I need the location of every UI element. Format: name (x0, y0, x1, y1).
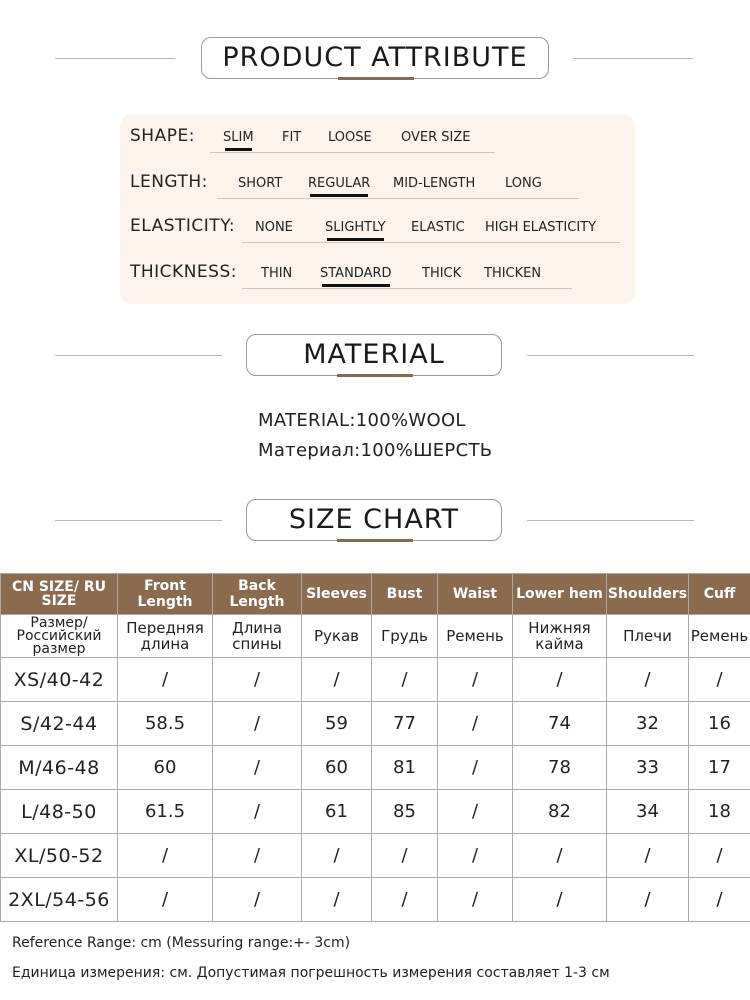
material-title-box (246, 334, 502, 376)
attribute-option: THIN (261, 266, 293, 281)
attribute-option: MID-LENGTH (393, 176, 476, 191)
table-row (1, 702, 750, 746)
material-english: MATERIAL:100%WOOL (258, 410, 466, 431)
size-chart-title: SIZE CHART (288, 504, 460, 535)
column-header-russian: Нижняя кайма (513, 615, 607, 658)
table-cell: 61 (302, 790, 372, 834)
attribute-underline (210, 152, 495, 153)
table-cell: / (438, 746, 513, 790)
table-cell: / (302, 834, 372, 878)
column-header-russian: Размер/ Российский размер (1, 615, 118, 658)
table-cell: / (438, 834, 513, 878)
table-cell: 59 (302, 702, 372, 746)
table-cell: 77 (372, 702, 438, 746)
table-cell: / (607, 658, 689, 702)
attribute-row-length (120, 164, 635, 204)
attribute-option: NONE (255, 220, 293, 235)
attribute-title-accent (338, 77, 414, 80)
attribute-label: LENGTH: (130, 172, 208, 192)
table-cell: / (438, 702, 513, 746)
column-header-russian: Плечи (607, 615, 689, 658)
attribute-option-selected: SLIM (223, 130, 254, 145)
attribute-option: HIGH ELASTICITY (485, 220, 597, 235)
attribute-title-box (201, 37, 549, 79)
size-label-cell: S/42-44 (1, 702, 118, 746)
column-header: CN SIZE/ RU SIZE (1, 574, 118, 615)
table-cell: / (213, 878, 302, 922)
table-cell: / (213, 746, 302, 790)
table-header-row-english (1, 574, 750, 615)
table-cell: 32 (607, 702, 689, 746)
table-header-row-russian (1, 615, 750, 658)
column-header-russian: Рукав (302, 615, 372, 658)
column-header: Front Length (118, 574, 213, 615)
table-cell: / (438, 878, 513, 922)
table-cell: 82 (513, 790, 607, 834)
table-cell: / (513, 658, 607, 702)
table-cell: 16 (689, 702, 750, 746)
table-cell: / (213, 834, 302, 878)
attribute-option: OVER SIZE (401, 130, 471, 145)
table-cell: 60 (302, 746, 372, 790)
attribute-option: THICK (422, 266, 462, 281)
size-label-cell: 2XL/54-56 (1, 878, 118, 922)
material-title: MATERIAL (303, 339, 445, 370)
size-label-cell: XL/50-52 (1, 834, 118, 878)
attribute-row-shape (120, 118, 635, 158)
size-chart-title-accent (337, 539, 413, 542)
column-header-russian: Длина спины (213, 615, 302, 658)
table-cell: / (372, 834, 438, 878)
attribute-label: SHAPE: (130, 126, 195, 146)
attribute-row-elasticity (120, 208, 635, 248)
table-cell: 61.5 (118, 790, 213, 834)
table-cell: 34 (607, 790, 689, 834)
table-cell: / (213, 702, 302, 746)
column-header-russian: Ремень (438, 615, 513, 658)
attribute-option-selected: SLIGHTLY (325, 220, 386, 235)
column-header: Lower hem (513, 574, 607, 615)
column-header: Shoulders (607, 574, 689, 615)
column-header: Waist (438, 574, 513, 615)
table-cell: / (213, 790, 302, 834)
table-cell: / (302, 878, 372, 922)
table-cell: 78 (513, 746, 607, 790)
table-cell: 81 (372, 746, 438, 790)
attribute-option: ELASTIC (411, 220, 465, 235)
column-header-russian: Грудь (372, 615, 438, 658)
table-cell: 58.5 (118, 702, 213, 746)
table-cell: / (513, 878, 607, 922)
size-label-cell: XS/40-42 (1, 658, 118, 702)
table-row (1, 746, 750, 790)
attribute-title: PRODUCT ATTRIBUTE (222, 42, 528, 73)
measurement-note-russian: Единица измерения: см. Допустимая погрешность измерения составляет 1-3 см (12, 965, 610, 981)
table-cell: 74 (513, 702, 607, 746)
column-header-russian: Передняя длина (118, 615, 213, 658)
table-cell: / (118, 834, 213, 878)
table-cell: / (118, 878, 213, 922)
attribute-option: LOOSE (328, 130, 372, 145)
table-cell: / (689, 878, 750, 922)
table-cell: 18 (689, 790, 750, 834)
size-chart-divider-right (527, 520, 694, 521)
attribute-underline (242, 242, 620, 243)
table-cell: / (689, 658, 750, 702)
attribute-divider-left (55, 58, 175, 59)
material-title-accent (337, 374, 413, 377)
size-chart-table (0, 573, 750, 922)
table-cell: / (607, 878, 689, 922)
material-divider-right (527, 355, 694, 356)
size-label-cell: L/48-50 (1, 790, 118, 834)
attribute-row-thickness (120, 254, 635, 294)
size-label-cell: M/46-48 (1, 746, 118, 790)
table-cell: 33 (607, 746, 689, 790)
attribute-label: THICKNESS: (130, 262, 237, 282)
attribute-divider-right (573, 58, 693, 59)
table-cell: / (607, 834, 689, 878)
table-row (1, 878, 750, 922)
attribute-option-selected: REGULAR (308, 176, 371, 191)
reference-range-note: Reference Range: cm (Messuring range:+- 3cm) (12, 935, 351, 951)
attribute-underline (217, 198, 579, 199)
material-russian: Материал:100%ШЕРСТЬ (258, 440, 493, 461)
table-cell: 85 (372, 790, 438, 834)
table-row (1, 834, 750, 878)
table-cell: / (438, 790, 513, 834)
table-cell: / (438, 658, 513, 702)
table-cell: / (689, 834, 750, 878)
table-cell: / (513, 834, 607, 878)
table-row (1, 790, 750, 834)
attribute-option-selected: STANDARD (320, 266, 392, 281)
table-cell: / (372, 658, 438, 702)
table-cell: / (302, 658, 372, 702)
table-cell: / (213, 658, 302, 702)
column-header-russian: Ремень (689, 615, 750, 658)
attribute-option: SHORT (238, 176, 283, 191)
attribute-label: ELASTICITY: (130, 216, 236, 236)
material-divider-left (55, 355, 222, 356)
size-chart-title-box (246, 499, 502, 541)
attribute-option: FIT (282, 130, 302, 145)
attribute-option: THICKEN (484, 266, 542, 281)
size-chart-divider-left (55, 520, 222, 521)
column-header: Cuff (689, 574, 750, 615)
table-cell: / (372, 878, 438, 922)
column-header: Back Length (213, 574, 302, 615)
table-cell: / (118, 658, 213, 702)
attribute-option: LONG (505, 176, 542, 191)
table-cell: 17 (689, 746, 750, 790)
attribute-underline (242, 288, 572, 289)
column-header: Sleeves (302, 574, 372, 615)
table-row (1, 658, 750, 702)
column-header: Bust (372, 574, 438, 615)
table-cell: 60 (118, 746, 213, 790)
attributes-panel (120, 114, 635, 304)
